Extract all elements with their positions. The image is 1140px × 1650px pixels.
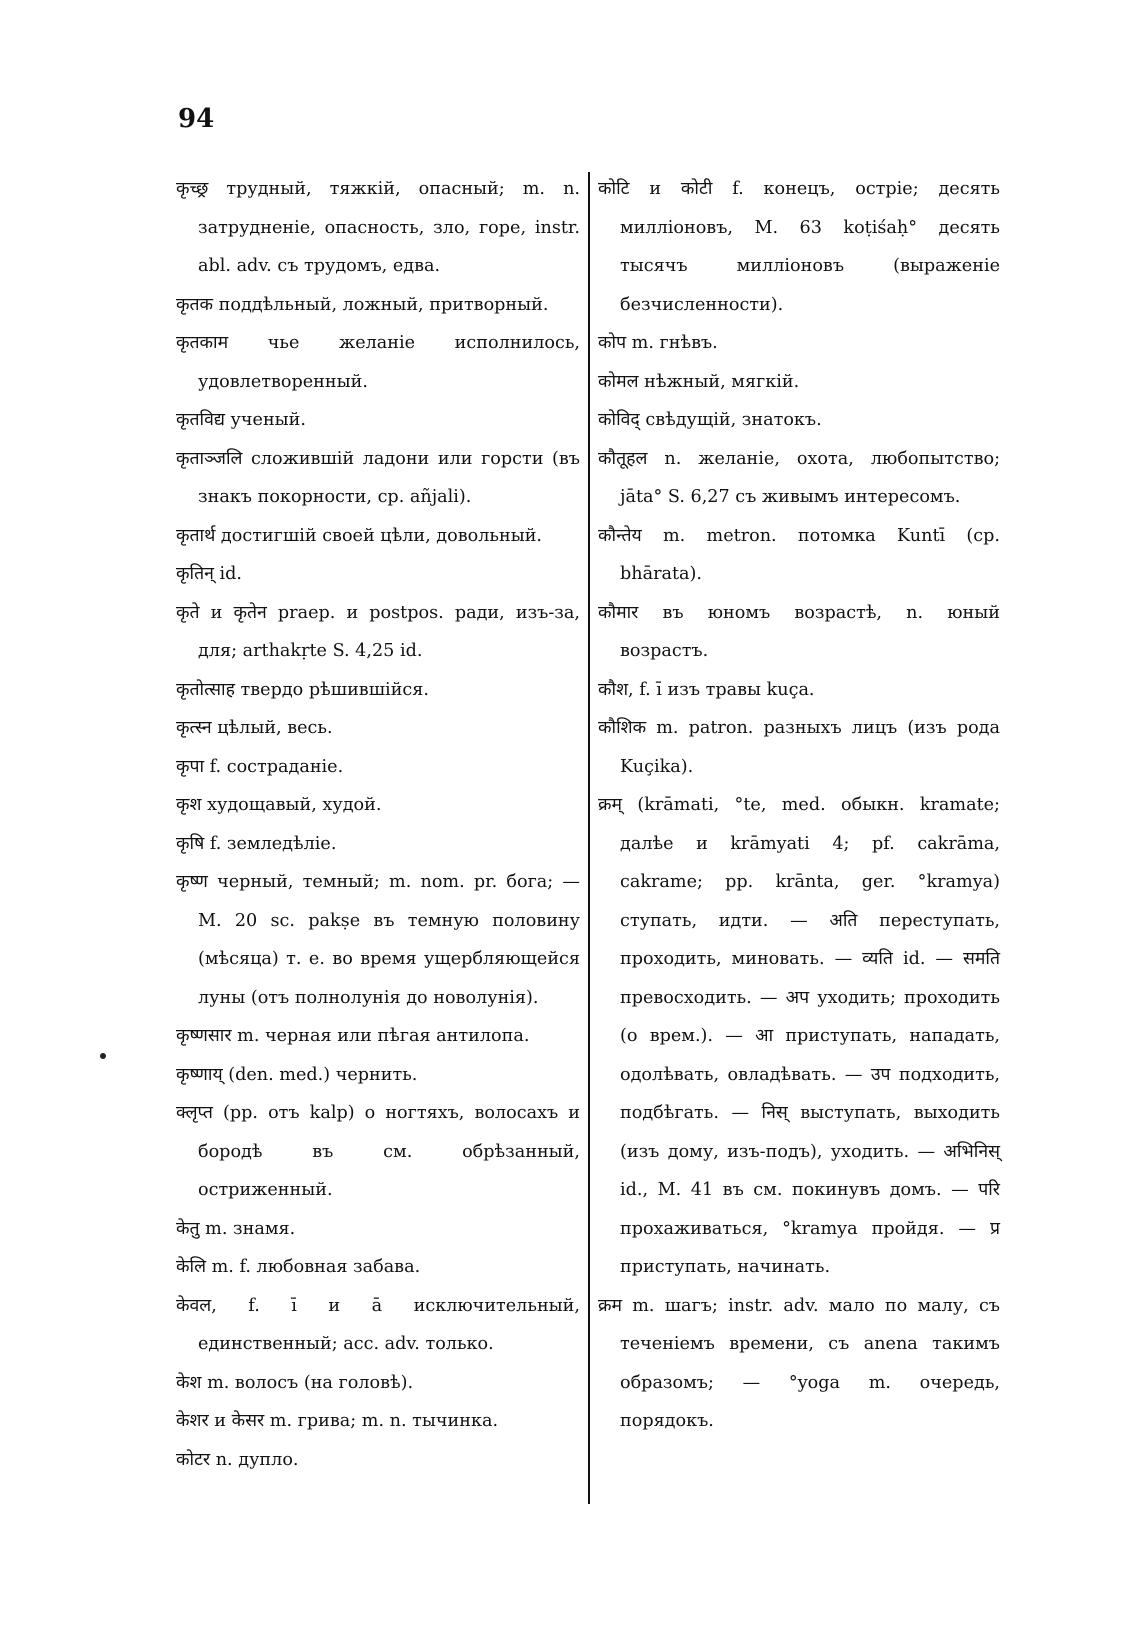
dictionary-entry: कृतक поддѣльный, ложный, притворный.	[176, 294, 549, 315]
dictionary-entry: कृष्णसार m. черная или пѣгая антилопа.	[176, 1026, 530, 1046]
dictionary-entry: कृतार्थ достигшій своей цѣли, довольный.	[176, 525, 543, 546]
dictionary-entry: केतु m. знамя.	[176, 1218, 296, 1239]
dictionary-entry: केश m. волосъ (на головѣ).	[176, 1372, 414, 1393]
dictionary-entry: कृतोत्साह твердо рѣшившійся.	[176, 679, 429, 700]
dictionary-entry: कृतविद्य ученый.	[176, 410, 306, 430]
dictionary-entry: कोविद् свѣдущій, знатокъ.	[598, 410, 822, 430]
dictionary-entry: कृष्ण черный, темный; m. nom. pr. бога; — M. 20 sc. pakṣe въ темную половину (мѣсяца) т. е. во время ущербляющейся луны (отъ полнолунія до новолунія).	[176, 872, 580, 1008]
page-number: 94	[178, 104, 215, 134]
dictionary-entry: कृतकाम чье желаніе исполнилось, удовлетворенный.	[176, 333, 580, 392]
dictionary-entry: कृष्णाय् (den. med.) чернить.	[176, 1064, 418, 1085]
dictionary-entry: कोमल нѣжный, мягкій.	[598, 371, 800, 392]
dictionary-entry: कृषि f. земледѣліе.	[176, 833, 337, 854]
left-column	[176, 170, 580, 1479]
dictionary-entry: कोटि и कोटी f. конецъ, остріе; десять милліоновъ, M. 63 koṭiśaḥ° десять тысячъ милліоновъ (выраженіе безчисленности).	[598, 179, 1000, 315]
dictionary-entry: कृपा f. состраданіе.	[176, 756, 344, 777]
dictionary-entry: कृते и कृतेन praep. и postpos. ради, изъ-за, для; arthakṛte S. 4,25 id.	[176, 602, 580, 661]
dictionary-entry: कृच्छ्र трудный, тяжкій, опасный; m. n. затрудненіе, опасность, зло, горе, instr. abl. adv. съ трудомъ, едва.	[176, 179, 580, 276]
scan-speck	[100, 1053, 106, 1059]
dictionary-entry: कृताञ्जलि сложившій ладони или горсти (въ знакъ покорности, ср. añjali).	[176, 448, 580, 507]
dictionary-entry: केलि m. f. любовная забава.	[176, 1257, 421, 1277]
right-column	[598, 170, 1000, 1441]
dictionary-entry: केशर и केसर m. грива; m. n. тычинка.	[176, 1411, 499, 1431]
dictionary-entry: केवल, f. ī и ā исключительный, единственный; acc. adv. только.	[176, 1295, 580, 1354]
dictionary-entry: कौशिक m. patron. разныхъ лицъ (изъ рода Kuçika).	[598, 718, 1000, 777]
column-divider	[588, 172, 590, 1504]
dictionary-entry: कौमार въ юномъ возрастѣ, n. юный возрастъ.	[598, 602, 1000, 661]
dictionary-entry: क्लृप्त (pp. отъ kalp) о ногтяхъ, волосахъ и бородѣ въ см. обрѣзанный, остриженный.	[176, 1103, 580, 1200]
dictionary-entry: क्रम् (krāmati, °te, med. обыкн. kramate; далѣе и krāmyati 4; pf. cakrāma, cakrame; pp. krānta, ger. °kramya) ступать, идти. — अति переступать, проходить, миновать. — व्यति id. — समति превосходить. — अप уходить; проходить (о врем.). — आ приступать, нападать, одолѣвать, овладѣвать. — उप подходить, подбѣгать. — निस् выступать, выходить (изъ дому, изъ-подъ), уходить. — अभिनिस् id., M. 41 въ см. покинувъ домъ. — परि прохаживаться, °kramya пройдя. — प्र приступать, начинать.	[598, 795, 1000, 1277]
dictionary-entry: कोप m. гнѣвъ.	[598, 333, 718, 353]
dictionary-entry: कोटर n. дупло.	[176, 1449, 299, 1470]
dictionary-entry: कौश, f. ī изъ травы kuça.	[598, 679, 815, 700]
dictionary-entry: कौतूहल n. желаніе, охота, любопытство; jāta° S. 6,27 съ живымъ интересомъ.	[598, 448, 1000, 507]
dictionary-entry: कृश худощавый, худой.	[176, 795, 382, 815]
dictionary-entry: क्रम m. шагъ; instr. adv. мало по малу, съ теченіемъ времени, съ anena такимъ образомъ; — °yoga m. очередь, порядокъ.	[598, 1295, 1000, 1431]
dictionary-entry: कृत्स्न цѣлый, весь.	[176, 718, 333, 738]
dictionary-entry: कृतिन् id.	[176, 564, 242, 584]
dictionary-entry: कौन्तेय m. metron. потомка Kuntī (ср. bhārata).	[598, 525, 1000, 584]
